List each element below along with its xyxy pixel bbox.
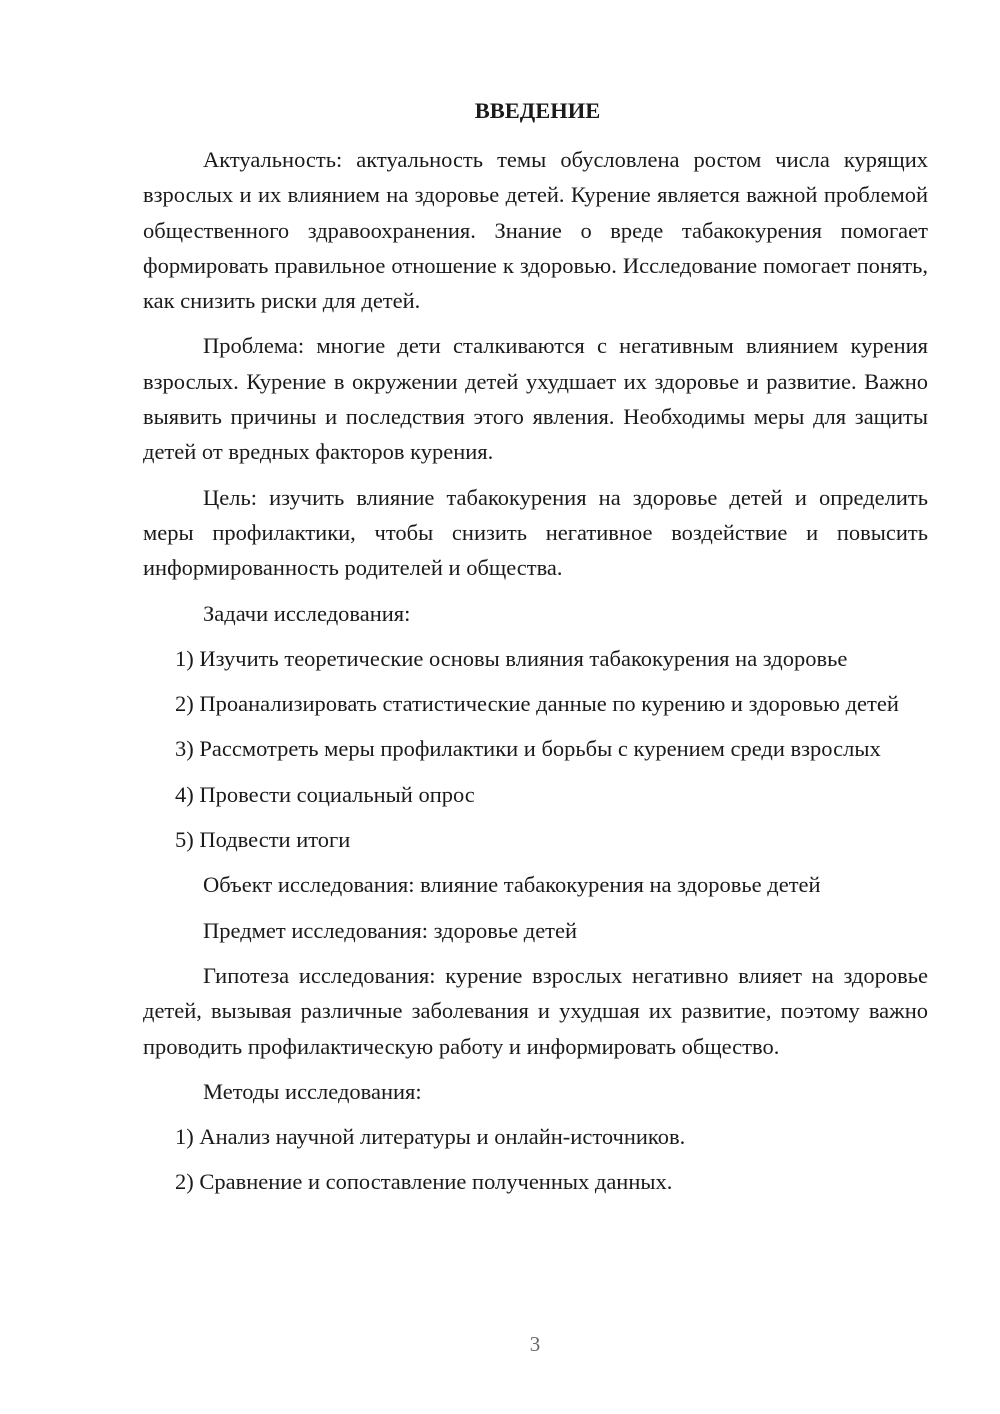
methods-label: Методы исследования: (203, 1078, 422, 1104)
page-number: 3 (529, 1332, 541, 1356)
method-item-1: 1) Анализ научной литературы и онлайн-источников. (175, 1124, 686, 1150)
section-heading: ВВЕДЕНИЕ (474, 98, 601, 123)
problem-paragraph: Проблема: многие дети сталкиваются с негативным влиянием курения взрослых. Курение в окружении детей ухудшает их здоровье и развитие. Важно выявить причины и последствия этого явления. Необходимы меры для защиты детей от вредных факторов курения. (143, 333, 928, 465)
task-item-5: 5) Подвести итоги (175, 827, 351, 853)
method-item-2: 2) Сравнение и сопоставление полученных данных. (175, 1169, 673, 1195)
tasks-label: Задачи исследования: (203, 600, 411, 626)
task-item-3: 3) Рассмотреть меры профилактики и борьбы с курением среди взрослых (175, 736, 881, 762)
task-item-4: 4) Провести социальный опрос (175, 781, 475, 807)
hypothesis-paragraph: Гипотеза исследования: курение взрослых негативно влияет на здоровье детей, вызывая различные заболевания и ухудшая их развитие, поэтому важно проводить профилактическую работу и информировать общество. (143, 962, 928, 1059)
subject-paragraph: Предмет исследования: здоровье детей (203, 917, 578, 943)
object-paragraph: Объект исследования: влияние табакокурения на здоровье детей (203, 872, 821, 898)
task-item-2: 2) Проанализировать статистические данные по курению и здоровью детей (175, 691, 899, 717)
goal-paragraph: Цель: изучить влияние табакокурения на здоровье детей и определить меры профилактики, чтобы снизить негативное воздействие и повысить информированность родителей и общества. (143, 484, 928, 581)
relevance-paragraph: Актуальность: актуальность темы обусловлена ростом числа курящих взрослых и их влиянием на здоровье детей. Курение является важной проблемой общественного здравоохранения. Знание о вреде табакокурения помогает формировать правильное отношение к здоровью. Исследование помогает понять, как снизить риски для детей. (143, 147, 928, 314)
task-item-1: 1) Изучить теоретические основы влияния табакокурения на здоровье (175, 645, 848, 671)
page-content (143, 93, 928, 1210)
